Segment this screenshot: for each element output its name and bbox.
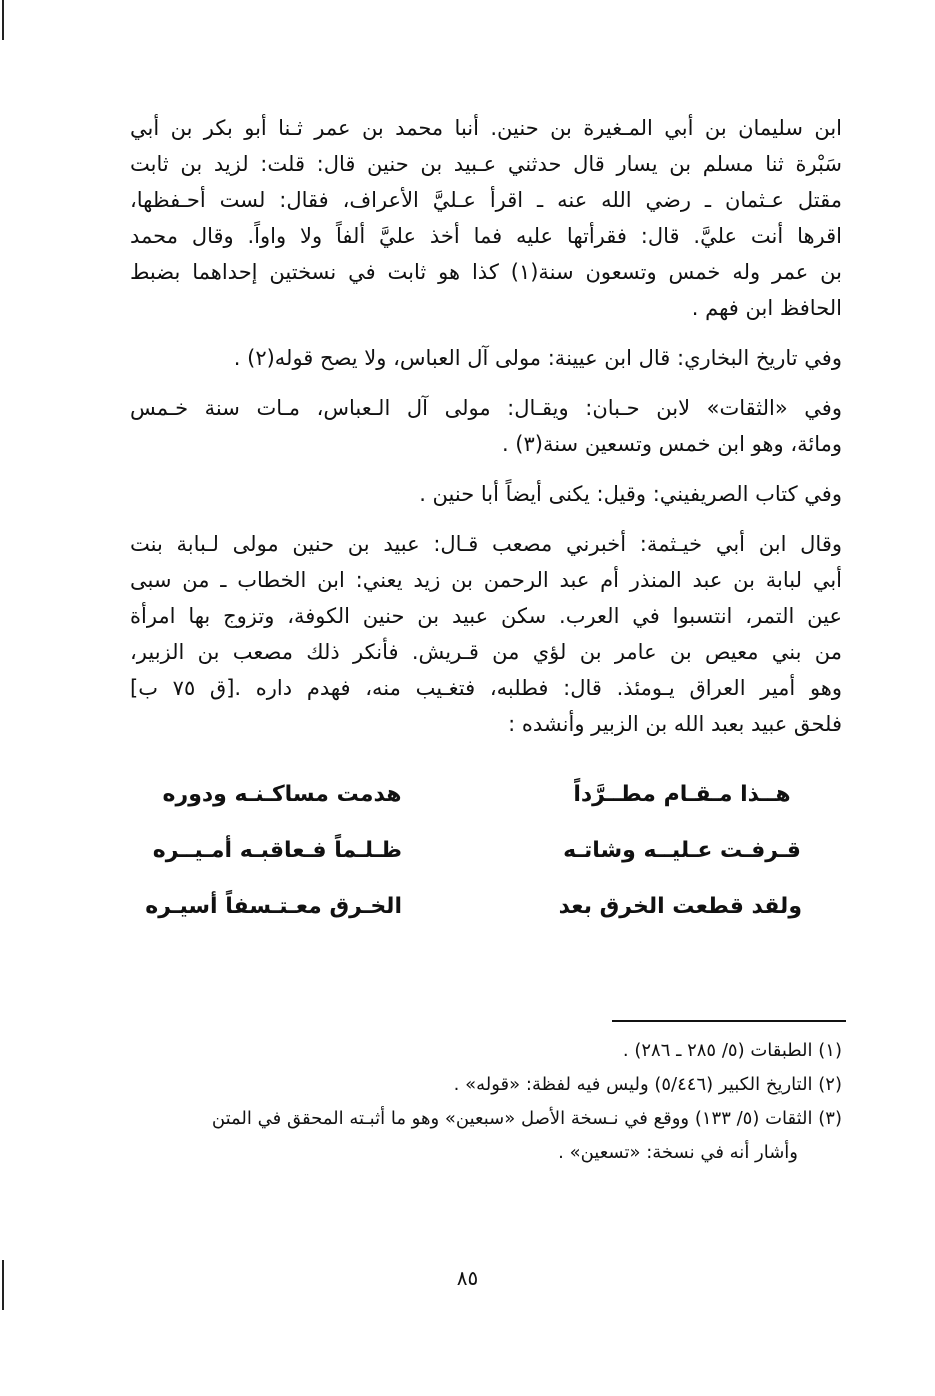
poem-verse <box>162 766 802 822</box>
text-line: بن عمر وله خمس وتسعون سنة(١) كذا هو ثابت في نسختين إحداهما بضبط <box>130 260 843 284</box>
text-line: وقال ابن أبي خيـثمة: أخبرني مصعب قـال: عبيد بن حنين مولى لـبابة بنت <box>130 532 842 556</box>
poem-second-hemistich: هدمت مساكـنـه ودوره <box>162 781 402 807</box>
footnote-separator <box>612 1020 846 1022</box>
poem-first-hemistich: هــذا مـقـام مطــرَّداً <box>573 781 791 807</box>
poem <box>145 766 802 934</box>
poem-verse <box>152 822 802 878</box>
footnote-continuation: وأشار أنه في نسخة: «تسعين» . <box>558 1142 798 1163</box>
text-line: ومائة، وهو ابن خمس وتسعين سنة(٣) . <box>501 432 842 456</box>
text-line: وفي تاريخ البخاري: قال ابن عيينة: مولى آل العباس، ولا يصح قوله(٢) . <box>233 346 842 370</box>
text-line: ابن سليمان بن أبي المـغيرة بن حنين. أنبا محمد بن عمر ثـنا أبو بكر بن أبي <box>130 116 842 140</box>
poem-first-hemistich: ولقد قطعت الخرق بعد <box>558 893 802 919</box>
paragraph-bukhari <box>130 340 842 376</box>
poem-second-hemistich: الخـرق معـتـسفاً أسيـره <box>145 893 402 919</box>
text-line: اقرها أنت عليَّ. قال: فقرأتها عليه فما أخذ عليَّ ألفاً ولا واواً. وقال محمد <box>130 224 842 248</box>
text-line: الحافظ ابن فهم . <box>691 296 842 320</box>
paragraph-isnad <box>130 110 842 326</box>
text-line: مقتل عـثمان ـ رضي الله عنه ـ اقرأ عـليَّ الأعراف، فقال: لست أحـفظها، <box>130 188 842 212</box>
text-line: وهو أمير العراق يـومئذ. قال: فطلبه، فتغـيب منه، فهدم داره .[ق ٧٥ ب] <box>130 676 843 700</box>
paragraph-abi-khaythama <box>130 526 842 742</box>
text-line: سَبْرة ثنا مسلم بن يسار قال حدثني عـبيد بن حنين قال: قلت: لزيد بن ثابت <box>130 152 842 176</box>
text-line: وفي «الثقات» لابن حـبان: ويقـال: مولى آل الـعباس، مـات سنة خـمس <box>130 396 842 420</box>
poem-second-hemistich: ظـلـماً فـعاقبـه أمـيــره <box>152 837 402 863</box>
footnote: (٢) التاريخ الكبير (٥/٤٤٦) وليس فيه لفظة: «قوله» . <box>453 1074 842 1095</box>
text-line: أبي لبابة بن عبد المنذر أم عبد الرحمن بن زيد يعني: ابن الخطاب ـ من سبى <box>130 568 842 592</box>
paragraph-sarifini <box>130 476 842 512</box>
footnotes <box>130 1034 842 1170</box>
paragraph-thiqat <box>130 390 842 462</box>
poem-first-hemistich: قـرفـت عـليــه وشاتـه <box>563 837 801 863</box>
text-line: عين التمر، انتسبوا في العرب. سكن عبيد بن حنين الكوفة، وتزوج بها امرأة <box>130 604 842 628</box>
main-text <box>130 110 842 934</box>
text-line: وفي كتاب الصريفيني: وقيل: يكنى أيضاً أبا حنين . <box>419 482 842 506</box>
footnote: (٣) الثقات (٥/ ١٣٣) ووقع في نـسخة الأصل «سبعين» وهو ما أثبـته المحقق في المتن <box>211 1108 842 1129</box>
text-line: من بني معيص بن عامر بن لؤي من قـريش. فأنكر ذلك مصعب بن الزبير، <box>130 640 842 664</box>
footnote: (١) الطبقات (٥/ ٢٨٥ ـ ٢٨٦) . <box>622 1040 842 1061</box>
text-line: فلحق عبيد بعبد الله بن الزبير وأنشده : <box>508 712 842 736</box>
page-number: ٨٥ <box>456 1266 479 1290</box>
poem-verse <box>145 878 802 934</box>
scan-edge-top <box>2 0 4 40</box>
